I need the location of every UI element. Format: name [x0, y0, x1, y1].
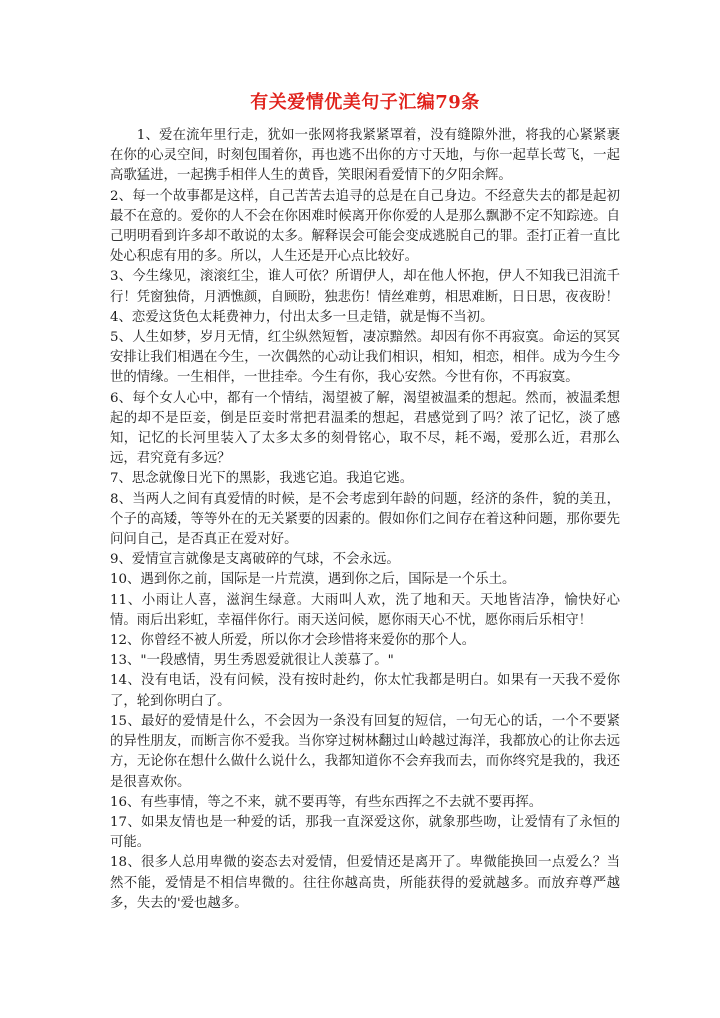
paragraph-4: 4、恋爱这货色太耗费神力，付出太多一旦走错，就是悔不当初。 — [110, 309, 494, 325]
paragraph-9: 9、爱情宣言就像是支离破碎的气球，不会永远。 — [110, 552, 400, 568]
paragraph-16: 16、有些事情，等之不来，就不要再等，有些东西挥之不去就不要再挥。 — [110, 794, 543, 810]
paragraph-7: 7、思念就像日光下的黑影，我逃它追。我追它逃。 — [110, 471, 414, 487]
paragraph-3: 3、今生缘见，滚滚红尘，谁人可依？所谓伊人，却在他人怀抱，伊人不知我已泪流千行！凭窗独倚，月洒憔颜，自顾盼，独悲伤！情丝难剪，相思难断，日日思，夜夜盼！ — [110, 269, 620, 305]
document-title: 有关爱情优美句子汇编79条 — [250, 92, 480, 113]
paragraph-11: 11、小雨让人喜，滋润生绿意。大雨叫人欢，洗了地和天。天地皆洁净，愉快好心情。雨后出彩虹，幸福伴你行。雨天送问候，愿你雨天心不忧，愿你雨后乐相守！ — [110, 592, 620, 628]
paragraph-5: 5、人生如梦，岁月无情，红尘纵然短暂，凄凉黯然。却因有你不再寂寞。命运的冥冥安排让我们相遇在今生，一次偶然的心动让我们相识，相知，相恋，相伴。成为今生今世的情缘。一生相伴，一世挂牵。今生有你，我心安然。今世有你，不再寂寞。 — [110, 330, 620, 386]
paragraph-1: 1、爱在流年里行走，犹如一张网将我紧紧罩着，没有缝隙外泄，将我的心紧紧裹在你的心灵空间，时刻包围着你，再也逃不出你的方寸天地，与你一起草长莺飞，一起高歌猛进，一起携手相伴人生的黄昏，笑眼闲看爱情下的夕阳余辉。 — [110, 128, 620, 184]
paragraph-17: 17、如果友情也是一种爱的话，那我一直深爱这你，就象那些吻，让爱情有了永恒的可能。 — [110, 814, 620, 851]
paragraph-15: 15、最好的爱情是什么，不会因为一条没有回复的短信，一句无心的话，一个不要紧的异性朋友，而断言你不爱我。当你穿过树林翻过山岭越过海洋，我都放心的让你去远方，无论你在想什么做什么说什么，我都知道你不会弃我而去，而你终究是我的，我还是很喜欢你。 — [110, 713, 620, 790]
paragraph-6: 6、每个女人心中，都有一个情结，渴望被了解，渴望被温柔的想起。然而，被温柔想起的却不是臣妾，倒是臣妾时常把君温柔的想起，君感觉到了吗？浓了记忆，淡了感知，记忆的长河里装入了太多太多的刻骨铭心，取不尽，耗不竭，爱那么近，君那么远，君究竟有多远？ — [110, 390, 620, 467]
paragraph-10: 10、遇到你之前，国际是一片荒漠，遇到你之后，国际是一个乐土。 — [110, 572, 516, 588]
paragraph-14: 14、没有电话，没有问候，没有按时赴约，你太忙我都是明白。如果有一天我不爱你了，轮到你明白了。 — [110, 673, 620, 709]
paragraph-12: 12、你曾经不被人所爱，所以你才会珍惜将来爱你的那个人。 — [110, 633, 476, 649]
paragraph-8: 8、当两人之间有真爱情的时候，是不会考虑到年龄的问题，经济的条件，貌的美丑，个子的高矮，等等外在的无关紧要的因素的。假如你们之间存在着这种问题，那你要先问问自己，是否真正在爱对好。 — [110, 491, 620, 548]
paragraph-18: 18、很多人总用卑微的姿态去对爱情，但爱情还是离开了。卑微能换回一点爱么？当然不能，爱情是不相信卑微的。往往你越高贵，所能获得的爱就越多。而放弃尊严越多，失去的'爱也越多。 — [110, 855, 620, 911]
paragraph-2: 2、每一个故事都是这样，自己苦苦去追寻的总是在自己身边。不经意失去的都是起初最不在意的。爱你的人不会在你困难时候离开你你爱的人是那么飘渺不定不知踪迹。自己明明看到许多却不敢说的太多。解释误会可能会变成逃脱自己的罪。歪打正着一直比处心积虑有用的多。所以，人生还是开心点比较好。 — [110, 188, 620, 265]
paragraph-13: 13、"一段感情，男生秀恩爱就很让人羡慕了。" — [110, 653, 394, 669]
document-body — [110, 126, 620, 914]
